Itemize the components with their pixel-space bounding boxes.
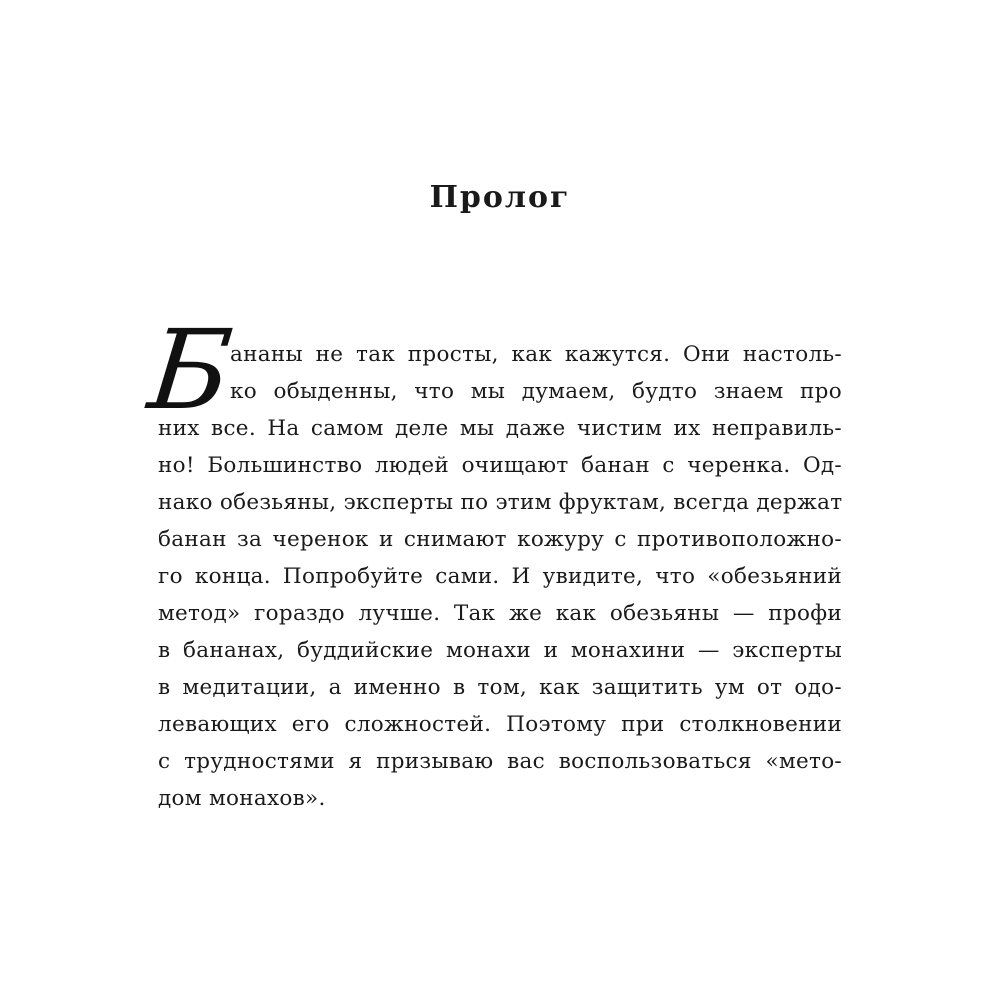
drop-cap: Б [143,306,238,434]
paragraph-line: метод» гораздо лучше. Так же как обезьяны — профи [158,601,842,626]
paragraph-line: в медитации, а именно в том, как защитить ум от одо- [158,675,842,700]
paragraph-line: нако обезьяны, эксперты по этим фруктам, всегда держат [158,490,843,515]
paragraph-line: ананы не так просты, как кажутся. Они настоль- [230,342,842,367]
paragraph-line: но! Большинство людей очищают банан с черенка. Од- [158,453,842,478]
paragraph-line: го конца. Попробуйте сами. И увидите, что «обезьяний [158,564,842,589]
paragraph-line: с трудностями я призываю вас воспользоваться «мето- [158,749,842,774]
chapter-title: Пролог [429,180,571,215]
paragraph-line: дом монахов». [158,786,326,811]
paragraph-line: левающих его сложностей. Поэтому при столкновении [158,712,842,737]
paragraph-line: в бананах, буддийские монахи и монахини — эксперты [158,638,842,663]
paragraph-line: них все. На самом деле мы даже чистим их неправиль- [158,416,842,441]
paragraph-line: ко обыденны, что мы думаем, будто знаем про [230,379,842,404]
paragraph-line: банан за черенок и снимают кожуру с противоположно- [158,527,842,552]
